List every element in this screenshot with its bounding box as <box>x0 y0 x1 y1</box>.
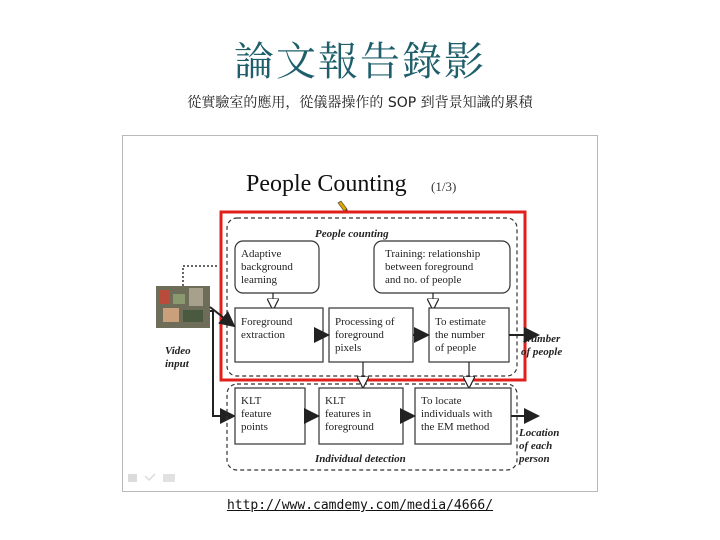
klt-points-text: KLT feature points <box>241 395 272 433</box>
video-slide-frame[interactable] <box>122 135 598 492</box>
player-controls[interactable] <box>128 474 175 482</box>
page-subtitle: 從實驗室的應用，從儀器操作的 SOP 到背景知識的累積 <box>187 95 533 111</box>
locate-text: To locate individuals with the EM method <box>421 395 493 433</box>
slide-diagram <box>123 136 597 491</box>
slide-title: People Counting <box>246 171 407 197</box>
video-input-label: Video input <box>165 345 191 370</box>
foreground-extraction-text: Foreground extraction <box>241 316 293 341</box>
number-of-people-label: Number of people <box>521 333 563 358</box>
video-input-thumbnail <box>156 286 210 328</box>
individual-detection-label: Individual detection <box>315 453 406 465</box>
location-of-each-person-label: Location of each person <box>519 427 560 465</box>
klt-foreground-text: KLT features in foreground <box>325 395 374 433</box>
processing-text: Processing of foreground pixels <box>335 316 395 354</box>
adaptive-background-text: Adaptive background learning <box>241 248 293 286</box>
slide-page-number: (1/3) <box>431 179 457 194</box>
training-text: Training: relationship between foreground and no. of people <box>385 248 481 286</box>
source-url-link[interactable]: http://www.camdemy.com/media/4666/ <box>226 498 494 513</box>
estimate-text: To estimate the number of people <box>435 316 486 354</box>
page-title: 論文報告錄影 <box>234 39 486 85</box>
people-counting-label: People counting <box>315 228 389 240</box>
